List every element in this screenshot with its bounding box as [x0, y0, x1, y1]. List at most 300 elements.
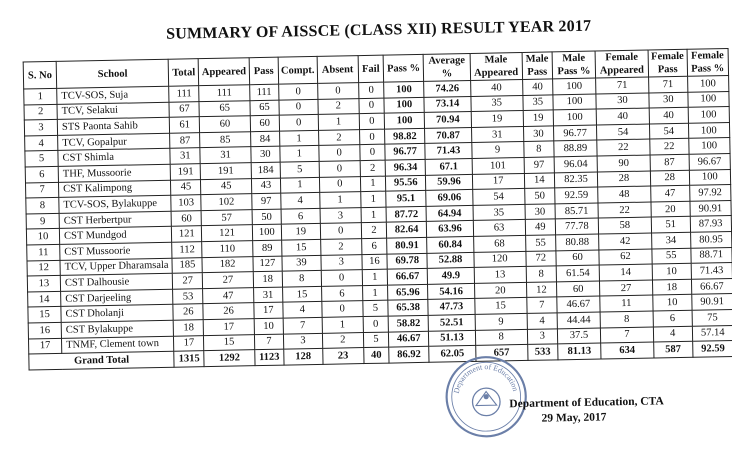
- cell-male-pass: 19: [523, 110, 554, 126]
- cell-female-pct: 96.67: [689, 153, 731, 169]
- cell-school: TCV-SOS, Bylakuppe: [59, 195, 172, 213]
- grand-total-pass-pct: 86.92: [389, 346, 429, 362]
- cell-pass-pct: 46.67: [389, 331, 429, 347]
- cell-female-pass: 55: [652, 248, 691, 264]
- col-compt: Compt.: [278, 56, 317, 84]
- cell-male-app: 54: [473, 189, 525, 206]
- cell-average: 73.14: [424, 96, 471, 112]
- signature-org: Department of Education, CTA: [509, 395, 664, 411]
- cell-average: 54.16: [428, 283, 475, 299]
- cell-female-app: 58: [598, 217, 651, 234]
- cell-average: 59.96: [426, 174, 473, 190]
- cell-pass: 17: [254, 302, 283, 318]
- cell-total: 31: [170, 148, 200, 164]
- cell-pass-pct: 95.1: [386, 190, 426, 206]
- cell-female-pass: 87: [650, 154, 689, 170]
- cell-average: 60.84: [427, 236, 474, 252]
- cell-compt: 4: [283, 302, 322, 318]
- cell-appeared: 47: [203, 287, 254, 304]
- cell-absent: 0: [319, 176, 360, 192]
- cell-sno: 10: [26, 229, 59, 245]
- cell-female-app: 22: [597, 139, 650, 156]
- cell-absent: 1: [320, 192, 361, 208]
- cell-female-pct: 80.95: [690, 231, 732, 247]
- cell-female-app: 30: [596, 93, 649, 110]
- cell-fail: 2: [361, 222, 387, 238]
- cell-compt: 8: [282, 270, 321, 286]
- cell-average: 70.94: [424, 112, 471, 128]
- cell-appeared: 31: [200, 147, 251, 164]
- cell-appeared: 26: [203, 303, 254, 320]
- cell-female-app: 62: [599, 249, 652, 266]
- grand-total-compt: 128: [284, 348, 323, 364]
- cell-total: 18: [173, 320, 203, 336]
- cell-male-pct: 88.89: [554, 140, 597, 156]
- cell-appeared: 15: [204, 334, 255, 351]
- cell-absent: 3: [321, 254, 362, 270]
- grand-total-male-pass: 533: [527, 344, 558, 360]
- cell-female-pass: 6: [653, 310, 692, 326]
- cell-school: CST Kalimpong: [59, 180, 172, 198]
- cell-male-pass: 30: [525, 204, 556, 220]
- col-female-pass-pct-line2: Pass %: [691, 63, 725, 75]
- cell-fail: 1: [361, 207, 387, 223]
- col-male-pass-line2: Pass: [527, 66, 548, 78]
- cell-compt: 6: [281, 208, 320, 224]
- cell-male-app: 19: [471, 111, 523, 128]
- cell-sno: 9: [26, 213, 59, 229]
- cell-appeared: 111: [199, 85, 250, 102]
- cell-school: CST Mundgod: [59, 227, 172, 245]
- cell-male-app: 15: [475, 298, 527, 315]
- grand-total-label: Grand Total: [29, 351, 175, 369]
- cell-pass-pct: 65.38: [388, 300, 428, 316]
- cell-compt: 1: [280, 146, 319, 162]
- cell-fail: 1: [360, 191, 386, 207]
- cell-sno: 15: [28, 307, 61, 323]
- cell-total: 121: [172, 226, 202, 242]
- cell-pass-pct: 100: [384, 81, 424, 97]
- cell-pass: 30: [251, 147, 280, 163]
- cell-absent: 0: [322, 301, 363, 317]
- cell-pass-pct: 66.67: [387, 268, 427, 284]
- cell-female-pct: 57.14: [692, 325, 732, 341]
- cell-pass-pct: 87.72: [386, 206, 426, 222]
- cell-fail: 0: [363, 316, 389, 332]
- cell-female-pct: 100: [688, 138, 730, 154]
- cell-male-pct: 96.77: [554, 125, 597, 141]
- col-fail: Fail: [358, 55, 384, 82]
- cell-male-pct: 46.67: [557, 296, 600, 312]
- cell-pass: 97: [251, 193, 280, 209]
- cell-female-pct: 90.91: [691, 294, 732, 310]
- grand-total-male-pass-pct: 81.13: [558, 343, 601, 359]
- cell-compt: 39: [282, 255, 321, 271]
- cell-fail: 6: [361, 238, 387, 254]
- cell-fail: 1: [360, 176, 386, 192]
- cell-female-app: 7: [600, 327, 653, 344]
- col-sno: S. No: [23, 61, 57, 89]
- cell-male-app: 31: [471, 126, 523, 143]
- cell-school: TCV, Selakui: [57, 102, 170, 120]
- cell-pass: 60: [250, 115, 279, 131]
- cell-female-pct: 100: [689, 169, 731, 185]
- cell-appeared: 27: [203, 272, 254, 289]
- cell-fail: 0: [358, 82, 384, 98]
- cell-female-pct: 100: [688, 107, 730, 123]
- cell-average: 69.06: [426, 190, 473, 206]
- cell-male-app: 8: [475, 329, 527, 346]
- cell-male-app: 35: [473, 204, 525, 221]
- cell-female-pass: 54: [649, 123, 688, 139]
- cell-fail: 5: [362, 300, 388, 316]
- cell-total: 103: [171, 195, 201, 211]
- cell-absent: 1: [318, 114, 359, 130]
- cell-absent: 0: [320, 223, 361, 239]
- cell-male-pct: 100: [553, 94, 596, 110]
- col-average-line2: %: [441, 68, 453, 80]
- cell-compt: 3: [283, 333, 322, 349]
- cell-total: 67: [169, 101, 199, 117]
- cell-average: 52.88: [427, 252, 474, 268]
- cell-sno: 6: [25, 166, 58, 182]
- grand-total-female-appeared: 634: [601, 342, 654, 359]
- cell-male-app: 17: [472, 173, 524, 190]
- cell-total: 53: [173, 288, 203, 304]
- cell-average: 64.94: [426, 205, 473, 221]
- cell-pass-pct: 95.56: [386, 175, 426, 191]
- results-table: [23, 48, 732, 370]
- cell-sno: 2: [24, 104, 57, 120]
- results-body: [24, 76, 732, 355]
- cell-fail: 0: [359, 98, 385, 114]
- cell-male-pass: 49: [525, 219, 556, 235]
- cell-female-pass: 30: [649, 92, 688, 108]
- cell-female-pct: 100: [687, 76, 729, 92]
- cell-male-app: 9: [475, 313, 527, 330]
- cell-appeared: 102: [201, 194, 252, 211]
- col-male-appeared-line2: Appeared: [473, 67, 519, 79]
- grand-total-female-pass: 587: [654, 341, 693, 357]
- cell-compt: 0: [279, 83, 318, 99]
- cell-female-pct: 90.91: [689, 200, 731, 216]
- cell-female-pct: 88.71: [690, 247, 732, 263]
- cell-male-pct: 92.59: [555, 187, 598, 203]
- cell-total: 60: [171, 210, 201, 226]
- grand-total-fail: 40: [363, 347, 389, 363]
- col-average: [423, 53, 470, 81]
- cell-absent: 3: [320, 207, 361, 223]
- grand-total-total: 1315: [174, 351, 204, 367]
- cell-average: 49.9: [427, 268, 474, 284]
- cell-pass-pct: 100: [384, 97, 424, 113]
- cell-average: 47.73: [428, 299, 475, 315]
- cell-female-pass: 10: [652, 263, 691, 279]
- cell-average: 67.1: [425, 158, 472, 174]
- cell-pass-pct: 96.34: [385, 159, 425, 175]
- cell-female-pass: 20: [651, 201, 690, 217]
- cell-male-pct: 85.71: [555, 203, 598, 219]
- cell-average: 51.13: [429, 330, 476, 346]
- cell-male-pct: 82.35: [555, 172, 598, 188]
- cell-compt: 15: [282, 286, 321, 302]
- cell-school: CST Herbertpur: [59, 211, 172, 229]
- cell-appeared: 182: [202, 256, 253, 273]
- cell-sno: 8: [26, 198, 59, 214]
- cell-sno: 4: [25, 135, 58, 151]
- cell-female-pass: 18: [652, 279, 691, 295]
- signature-block: [509, 394, 664, 427]
- cell-male-app: 9: [472, 142, 524, 159]
- cell-appeared: 85: [200, 131, 251, 148]
- cell-total: 112: [172, 242, 202, 258]
- cell-total: 191: [171, 164, 201, 180]
- cell-female-pass: 71: [649, 76, 688, 92]
- cell-pass-pct: 58.82: [388, 315, 428, 331]
- cell-appeared: 110: [202, 241, 253, 258]
- col-male-appeared-line1: Male: [484, 54, 508, 66]
- cell-absent: 2: [320, 239, 361, 255]
- cell-pass: 31: [253, 287, 282, 303]
- cell-male-pass: 35: [522, 94, 553, 110]
- cell-school: TCV, Gopalpur: [58, 133, 171, 151]
- cell-compt: 7: [283, 317, 322, 333]
- cell-appeared: 60: [200, 116, 251, 133]
- cell-absent: 2: [322, 332, 363, 348]
- cell-compt: 0: [279, 99, 318, 115]
- cell-pass-pct: 98.82: [385, 128, 425, 144]
- cell-male-pass: 8: [523, 141, 554, 157]
- cell-sno: 13: [27, 276, 60, 292]
- col-male-pass-line1: Male: [525, 53, 549, 65]
- cell-total: 61: [170, 117, 200, 133]
- cell-female-pass: 4: [653, 326, 692, 342]
- cell-female-pass: 28: [650, 170, 689, 186]
- col-male-pass-pct-line1: Male: [562, 52, 586, 65]
- cell-male-pct: 60: [557, 281, 600, 297]
- cell-pass: 127: [253, 256, 282, 272]
- cell-pass-pct: 100: [384, 113, 424, 129]
- col-pass-pct: Pass %: [383, 54, 424, 82]
- cell-female-app: 42: [598, 233, 651, 250]
- col-appeared: Appeared: [199, 58, 250, 86]
- cell-male-pct: 96.04: [554, 156, 597, 172]
- cell-female-pass: 10: [653, 295, 692, 311]
- col-total: Total: [168, 59, 199, 87]
- cell-pass: 50: [252, 209, 281, 225]
- cell-fail: 1: [362, 285, 388, 301]
- grand-total-absent: 23: [323, 348, 364, 364]
- cell-female-app: 48: [598, 186, 651, 203]
- cell-sno: 14: [28, 291, 61, 307]
- signature-date: 29 May, 2017: [541, 411, 607, 425]
- cell-pass: 84: [250, 131, 279, 147]
- cell-pass: 111: [249, 84, 278, 100]
- cell-male-pass: 50: [524, 188, 555, 204]
- cell-pass: 65: [250, 100, 279, 116]
- seal-text-path: Department of Education: [451, 362, 521, 395]
- cell-absent: 1: [322, 316, 363, 332]
- cell-pass: 10: [254, 318, 283, 334]
- cell-female-app: 54: [596, 124, 649, 141]
- cell-absent: 2: [318, 129, 359, 145]
- cell-male-app: 101: [472, 157, 524, 174]
- cell-sno: 11: [27, 244, 60, 260]
- col-male-pass-pct-line2: Pass %: [557, 65, 591, 78]
- cell-total: 111: [169, 86, 199, 102]
- cell-compt: 1: [280, 177, 319, 193]
- cell-sno: 7: [25, 182, 58, 198]
- col-female-pass-pct-line1: Female: [691, 50, 724, 62]
- grand-total-male-appeared: 657: [475, 345, 527, 362]
- col-female-appeared: [595, 50, 649, 78]
- cell-male-pass: 30: [523, 126, 554, 142]
- col-average-line1: Average: [428, 55, 466, 67]
- cell-male-pass: 7: [526, 297, 557, 313]
- col-male-pass-pct: [552, 51, 595, 79]
- cell-male-pct: 37.5: [558, 328, 601, 344]
- cell-absent: 0: [319, 145, 360, 161]
- cell-female-pct: 100: [687, 91, 729, 107]
- cell-female-app: 14: [599, 264, 652, 281]
- cell-sno: 17: [28, 338, 61, 354]
- cell-female-pass: 51: [651, 217, 690, 233]
- col-female-pass-line1: Female: [651, 50, 684, 63]
- cell-appeared: 17: [204, 319, 255, 336]
- cell-fail: 0: [359, 129, 385, 145]
- cell-male-pct: 77.78: [555, 218, 598, 234]
- cell-pass: 100: [252, 224, 281, 240]
- cell-school: THF, Mussoorie: [58, 164, 171, 182]
- cell-sno: 12: [27, 260, 60, 276]
- cell-fail: 1: [362, 269, 388, 285]
- cell-female-app: 11: [600, 295, 653, 312]
- cell-absent: 6: [321, 285, 362, 301]
- cell-male-pass: 40: [522, 79, 553, 95]
- grand-total-appeared: 1292: [204, 350, 255, 367]
- cell-female-pct: 100: [688, 122, 730, 138]
- col-female-pass-pct: [687, 49, 729, 77]
- grand-total-pass: 1123: [254, 349, 283, 365]
- cell-female-app: 8: [600, 311, 653, 328]
- cell-male-app: 68: [473, 235, 525, 252]
- cell-female-pass: 34: [652, 232, 691, 248]
- cell-pass-pct: 96.77: [385, 144, 425, 160]
- cell-average: 71.43: [425, 143, 472, 159]
- col-pass: Pass: [249, 57, 279, 85]
- col-female-appeared-line1: Female: [605, 51, 639, 64]
- cell-pass-pct: 65.96: [388, 284, 428, 300]
- cell-female-pct: 66.67: [691, 278, 732, 294]
- cell-pass-pct: 82.64: [387, 222, 427, 238]
- cell-absent: 0: [319, 161, 360, 177]
- page-title: SUMMARY OF AISSCE (CLASS XII) RESULT YEAR 2017: [166, 17, 592, 43]
- cell-appeared: 121: [202, 225, 253, 242]
- cell-total: 27: [173, 273, 203, 289]
- cell-male-app: 120: [474, 251, 526, 268]
- cell-total: 45: [171, 179, 201, 195]
- cell-sno: 1: [24, 88, 57, 104]
- cell-sno: 5: [25, 151, 58, 167]
- cell-female-app: 71: [595, 77, 648, 94]
- cell-fail: 2: [360, 160, 386, 176]
- cell-female-pct: 97.92: [689, 185, 731, 201]
- cell-pass: 43: [251, 178, 280, 194]
- cell-male-pass: 97: [524, 157, 555, 173]
- cell-female-app: 28: [597, 171, 650, 188]
- cell-pass: 184: [251, 162, 280, 178]
- cell-absent: 2: [318, 98, 359, 114]
- cell-total: 17: [174, 335, 204, 351]
- cell-pass: 18: [253, 271, 282, 287]
- cell-school: TCV, Upper Dharamsala: [60, 258, 173, 276]
- cell-male-pct: 44.44: [557, 312, 600, 328]
- cell-pass: 89: [252, 240, 281, 256]
- cell-fail: 0: [360, 144, 386, 160]
- col-absent: Absent: [317, 56, 358, 84]
- cell-male-app: 13: [474, 267, 526, 284]
- cell-school: CST Darjeeling: [61, 289, 174, 307]
- cell-school: TCV-SOS, Suja: [57, 86, 170, 104]
- col-male-appeared: [470, 52, 522, 80]
- cell-school: CST Bylakuppe: [61, 320, 174, 338]
- cell-male-pass: 3: [527, 328, 558, 344]
- cell-average: 74.26: [424, 80, 471, 96]
- cell-fail: 5: [363, 332, 389, 348]
- grand-total-average: 62.05: [429, 346, 476, 362]
- col-female-pass-line2: Pass: [657, 63, 678, 76]
- col-female-appeared-line2: Appeared: [599, 64, 645, 77]
- grand-total-female-pass-pct: 92.59: [692, 341, 732, 357]
- cell-male-pass: 55: [525, 235, 556, 251]
- cell-male-app: 40: [470, 79, 522, 96]
- cell-male-pct: 100: [553, 78, 596, 94]
- cell-fail: 0: [359, 113, 385, 129]
- cell-male-pct: 100: [553, 109, 596, 125]
- cell-male-app: 63: [473, 220, 525, 237]
- cell-compt: 0: [279, 115, 318, 131]
- cell-pass-pct: 80.91: [387, 237, 427, 253]
- col-male-pass: [522, 52, 553, 80]
- cell-pass-pct: 69.78: [387, 253, 427, 269]
- cell-compt: 4: [281, 193, 320, 209]
- cell-female-pass: 22: [650, 139, 689, 155]
- cell-appeared: 191: [201, 163, 252, 180]
- cell-male-pass: 14: [524, 172, 555, 188]
- cell-compt: 15: [282, 239, 321, 255]
- cell-appeared: 45: [201, 178, 252, 195]
- cell-female-app: 90: [597, 155, 650, 172]
- cell-male-pass: 4: [527, 313, 558, 329]
- col-female-pass: [648, 49, 687, 77]
- cell-female-app: 22: [598, 202, 651, 219]
- cell-absent: 0: [321, 270, 362, 286]
- cell-male-app: 35: [471, 95, 523, 112]
- cell-male-pass: 12: [526, 282, 557, 298]
- cell-compt: 19: [281, 224, 320, 240]
- cell-total: 185: [172, 257, 202, 273]
- cell-male-pass: 72: [525, 250, 556, 266]
- cell-total: 87: [170, 132, 200, 148]
- cell-average: 63.96: [427, 221, 474, 237]
- cell-average: 52.51: [428, 314, 475, 330]
- cell-female-pct: 87.93: [690, 216, 732, 232]
- cell-school: STS Paonta Sahib: [57, 117, 170, 135]
- cell-female-pct: 75: [692, 309, 732, 325]
- cell-total: 26: [173, 304, 203, 320]
- cell-appeared: 57: [201, 209, 252, 226]
- cell-sno: 16: [28, 322, 61, 338]
